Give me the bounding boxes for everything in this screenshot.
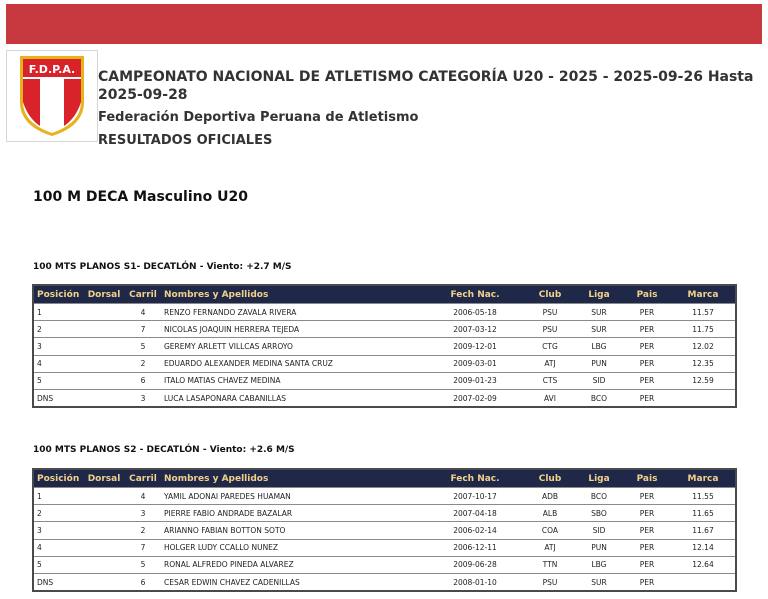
col-dorsal-header: Dorsal (83, 285, 125, 304)
col-dorsal-cell (83, 556, 125, 573)
col-nombres-cell: GEREMY ARLETT VILLCAS ARROYO (161, 338, 425, 355)
table-header-row (33, 285, 736, 304)
col-club-cell: PSU (525, 304, 575, 321)
col-posicion-cell: 3 (33, 522, 83, 539)
col-marca-cell: 12.64 (671, 556, 736, 573)
col-fech-nac-cell: 2007-10-17 (425, 488, 525, 505)
col-pais-cell: PER (623, 389, 671, 407)
col-club-header: Club (525, 469, 575, 488)
table-row (33, 389, 736, 407)
col-nombres-cell: EDUARDO ALEXANDER MEDINA SANTA CRUZ (161, 355, 425, 372)
col-posicion-header: Posición (33, 285, 83, 304)
col-posicion-cell: 2 (33, 321, 83, 338)
table-row (33, 372, 736, 389)
table-row (33, 321, 736, 338)
col-carril-cell: 5 (125, 338, 161, 355)
col-nombres-header: Nombres y Apellidos (161, 469, 425, 488)
col-dorsal-cell (83, 321, 125, 338)
col-liga-cell: SUR (575, 573, 623, 591)
col-pais-cell: PER (623, 372, 671, 389)
col-liga-cell: SUR (575, 321, 623, 338)
col-club-cell: ALB (525, 505, 575, 522)
col-pais-cell: PER (623, 505, 671, 522)
heat-title: 100 MTS PLANOS S1- DECATLÓN - Viento: +2.7 M/S (33, 262, 292, 272)
col-carril-cell: 4 (125, 304, 161, 321)
col-fech-nac-cell: 2006-12-11 (425, 539, 525, 556)
col-carril-cell: 5 (125, 556, 161, 573)
results-table (32, 284, 737, 408)
col-liga-cell: SBO (575, 505, 623, 522)
table-row (33, 505, 736, 522)
col-club-cell: PSU (525, 573, 575, 591)
col-club-cell: CTS (525, 372, 575, 389)
col-pais-cell: PER (623, 556, 671, 573)
col-fech-nac-cell: 2006-02-14 (425, 522, 525, 539)
col-dorsal-cell (83, 488, 125, 505)
col-dorsal-cell (83, 355, 125, 372)
col-marca-cell: 12.02 (671, 338, 736, 355)
col-fech-nac-cell: 2007-03-12 (425, 321, 525, 338)
col-marca-cell: 11.57 (671, 304, 736, 321)
col-dorsal-cell (83, 389, 125, 407)
top-banner (6, 4, 762, 44)
col-posicion-cell: DNS (33, 389, 83, 407)
col-carril-cell: 7 (125, 539, 161, 556)
fdpa-logo (6, 50, 98, 142)
organization-name: Federación Deportiva Peruana de Atletismo (98, 110, 419, 125)
col-fech-nac-cell: 2009-12-01 (425, 338, 525, 355)
col-carril-cell: 6 (125, 372, 161, 389)
col-pais-cell: PER (623, 338, 671, 355)
col-liga-header: Liga (575, 285, 623, 304)
col-marca-cell: 11.67 (671, 522, 736, 539)
col-nombres-cell: RONAL ALFREDO PINEDA ALVAREZ (161, 556, 425, 573)
col-club-cell: ATJ (525, 539, 575, 556)
col-pais-header: Pais (623, 285, 671, 304)
col-fech-nac-cell: 2008-01-10 (425, 573, 525, 591)
col-carril-cell: 3 (125, 389, 161, 407)
results-label: RESULTADOS OFICIALES (98, 133, 273, 148)
col-nombres-cell: ITALO MATIAS CHAVEZ MEDINA (161, 372, 425, 389)
col-dorsal-cell (83, 338, 125, 355)
col-marca-header: Marca (671, 469, 736, 488)
col-nombres-cell: YAMIL ADONAI PAREDES HUAMAN (161, 488, 425, 505)
col-pais-cell: PER (623, 304, 671, 321)
col-club-cell: PSU (525, 321, 575, 338)
col-pais-cell: PER (623, 488, 671, 505)
col-dorsal-cell (83, 304, 125, 321)
col-marca-cell (671, 389, 736, 407)
col-dorsal-cell (83, 372, 125, 389)
col-carril-cell: 4 (125, 488, 161, 505)
col-nombres-cell: PIERRE FABIO ANDRADE BAZALAR (161, 505, 425, 522)
col-carril-cell: 3 (125, 505, 161, 522)
col-carril-cell: 6 (125, 573, 161, 591)
col-posicion-cell: 2 (33, 505, 83, 522)
col-nombres-header: Nombres y Apellidos (161, 285, 425, 304)
col-nombres-cell: CESAR EDWIN CHAVEZ CADENILLAS (161, 573, 425, 591)
col-dorsal-cell (83, 505, 125, 522)
col-liga-cell: LBG (575, 338, 623, 355)
heat-title: 100 MTS PLANOS S2 - DECATLÓN - Viento: +2.6 M/S (33, 445, 295, 455)
col-carril-cell: 7 (125, 321, 161, 338)
col-nombres-cell: LUCA LASAPONARA CABANILLAS (161, 389, 425, 407)
table-row (33, 522, 736, 539)
col-pais-header: Pais (623, 469, 671, 488)
col-dorsal-cell (83, 573, 125, 591)
table-row (33, 488, 736, 505)
col-marca-cell: 11.75 (671, 321, 736, 338)
col-marca-header: Marca (671, 285, 736, 304)
col-posicion-cell: 5 (33, 556, 83, 573)
col-pais-cell: PER (623, 522, 671, 539)
col-fech-nac-cell: 2007-02-09 (425, 389, 525, 407)
col-nombres-cell: RENZO FERNANDO ZAVALA RIVERA (161, 304, 425, 321)
col-liga-cell: LBG (575, 556, 623, 573)
col-pais-cell: PER (623, 355, 671, 372)
col-pais-cell: PER (623, 321, 671, 338)
col-fech-nac-cell: 2009-06-28 (425, 556, 525, 573)
table-row (33, 338, 736, 355)
col-nombres-cell: NICOLAS JOAQUIN HERRERA TEJEDA (161, 321, 425, 338)
fdpa-shield-icon (18, 54, 86, 138)
col-posicion-header: Posición (33, 469, 83, 488)
table-row (33, 556, 736, 573)
col-club-header: Club (525, 285, 575, 304)
table-row (33, 355, 736, 372)
col-club-cell: COA (525, 522, 575, 539)
col-posicion-cell: 3 (33, 338, 83, 355)
col-club-cell: CTG (525, 338, 575, 355)
col-club-cell: AVI (525, 389, 575, 407)
table-row (33, 573, 736, 591)
col-club-cell: TTN (525, 556, 575, 573)
col-liga-cell: SID (575, 372, 623, 389)
event-title: 100 M DECA Masculino U20 (33, 189, 248, 205)
col-fech-nac-cell: 2009-03-01 (425, 355, 525, 372)
col-fech-nac-cell: 2009-01-23 (425, 372, 525, 389)
col-carril-header: Carril (125, 469, 161, 488)
table-row (33, 304, 736, 321)
col-liga-header: Liga (575, 469, 623, 488)
table-header-row (33, 469, 736, 488)
col-dorsal-cell (83, 539, 125, 556)
col-marca-cell (671, 573, 736, 591)
col-pais-cell: PER (623, 573, 671, 591)
col-carril-header: Carril (125, 285, 161, 304)
col-posicion-cell: 1 (33, 304, 83, 321)
championship-title: CAMPEONATO NACIONAL DE ATLETISMO CATEGORÍA U20 - 2025 - 2025-09-26 Hasta 2025-09-28 (98, 69, 754, 103)
col-fech-nac-cell: 2007-04-18 (425, 505, 525, 522)
col-liga-cell: BCO (575, 389, 623, 407)
report-header (98, 68, 763, 149)
col-club-cell: ATJ (525, 355, 575, 372)
logo-text: F.D.P.A. (28, 63, 76, 76)
col-posicion-cell: 4 (33, 355, 83, 372)
col-marca-cell: 12.35 (671, 355, 736, 372)
col-marca-cell: 11.55 (671, 488, 736, 505)
col-dorsal-cell (83, 522, 125, 539)
col-liga-cell: PUN (575, 355, 623, 372)
col-liga-cell: SID (575, 522, 623, 539)
col-pais-cell: PER (623, 539, 671, 556)
col-liga-cell: PUN (575, 539, 623, 556)
col-club-cell: ADB (525, 488, 575, 505)
col-carril-cell: 2 (125, 355, 161, 372)
col-fech-nac-header: Fech Nac. (425, 469, 525, 488)
results-table (32, 468, 737, 592)
col-posicion-cell: 4 (33, 539, 83, 556)
col-nombres-cell: ARIANNO FABIAN BOTTON SOTO (161, 522, 425, 539)
col-fech-nac-header: Fech Nac. (425, 285, 525, 304)
col-dorsal-header: Dorsal (83, 469, 125, 488)
col-marca-cell: 12.59 (671, 372, 736, 389)
col-posicion-cell: 1 (33, 488, 83, 505)
table-row (33, 539, 736, 556)
col-marca-cell: 11.65 (671, 505, 736, 522)
col-carril-cell: 2 (125, 522, 161, 539)
col-fech-nac-cell: 2006-05-18 (425, 304, 525, 321)
col-marca-cell: 12.14 (671, 539, 736, 556)
col-posicion-cell: 5 (33, 372, 83, 389)
col-liga-cell: BCO (575, 488, 623, 505)
col-liga-cell: SUR (575, 304, 623, 321)
col-posicion-cell: DNS (33, 573, 83, 591)
col-nombres-cell: HOLGER LUDY CCALLO NUNEZ (161, 539, 425, 556)
